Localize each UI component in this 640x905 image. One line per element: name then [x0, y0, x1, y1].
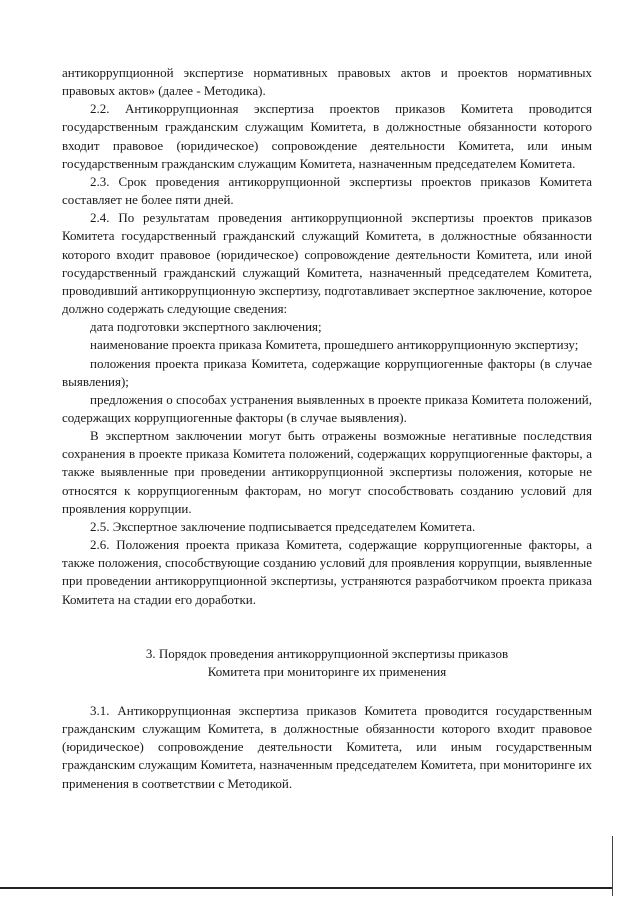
section-spacer [62, 609, 592, 645]
scan-right-edge [612, 836, 613, 896]
section-heading-line-2: Комитета при мониторинге их применения [207, 663, 447, 679]
list-item-project-name: наименование проекта приказа Комитета, прошедшего антикоррупционную экспертизу; [90, 337, 579, 353]
paragraph-2-4: 2.4. По результатам проведения антикоррупционной экспертизы проектов приказов Комитета государственный гражданский служащий Комитета, в должностные обязанности которого входит правовое (юридическое) сопровождение деятельности Комитета, или иной государственный гражданский служащий Комитета, назначенный председателем Комитета, проводивший антикоррупционную экспертизу, подготавливает экспертное заключение, которое должно содержать следующие сведения: [62, 210, 592, 317]
paragraph-3-1: 3.1. Антикоррупционная экспертиза приказов Комитета проводится государственным гражданским служащим Комитета, в должностные обязанности которого входит правовое (юридическое) сопровождение деятельности Комитета, или иным государственным гражданским служащим Комитета, назначенным председателем Комитета, при мониторинге их применения в соответствии с Методикой. [62, 703, 592, 791]
heading-spacer [62, 681, 592, 702]
paragraph-2-2: 2.2. Антикоррупционная экспертиза проектов приказов Комитета проводится государственным гражданским служащим Комитета, в должностные обязанности которого входит правовое (юридическое) сопровождение деятельности Комитета, или иным государственным гражданским служащим Комитета, назначенным председателем Комитета. [62, 101, 592, 171]
paragraph-2-5: 2.5. Экспертное заключение подписывается председателем Комитета. [90, 518, 476, 534]
list-item-date: дата подготовки экспертного заключения; [90, 319, 322, 335]
list-item-provisions: положения проекта приказа Комитета, содержащие коррупциогенные факторы (в случае выявления); [62, 355, 592, 389]
list-item-proposals: предложения о способах устранения выявленных в проекте приказа Комитета положений, содержащих коррупциогенные факторы (в случае выявления). [62, 391, 592, 425]
paragraph-continuation: антикоррупционной экспертизе нормативных правовых актов и проектов нормативных правовых актов» (далее - Методика). [62, 65, 592, 99]
paragraph-2-3: 2.3. Срок проведения антикоррупционной экспертизы проектов приказов Комитета составляет не более пяти дней. [62, 173, 592, 208]
paragraph-consequences: В экспертном заключении могут быть отражены возможные негативные последствия сохранения в проекте приказа Комитета положений, содержащих коррупциогенные факторы, а также выявленные при проведении антикоррупционной экспертизы положения, которые не относятся к коррупциогенным факторам, но могут способствовать созданию условий для проявления коррупции. [62, 428, 592, 516]
section-heading-line-1: 3. Порядок проведения антикоррупционной экспертизы приказов [145, 645, 509, 661]
scan-bottom-edge [0, 887, 612, 889]
document-body [62, 64, 592, 793]
paragraph-2-6: 2.6. Положения проекта приказа Комитета, содержащие коррупциогенные факторы, а также положения, способствующие созданию условий для проявления коррупции, выявленные при проведении антикоррупционной экспертизы, устраняются разработчиком проекта приказа Комитета на стадии его доработки. [62, 537, 592, 607]
